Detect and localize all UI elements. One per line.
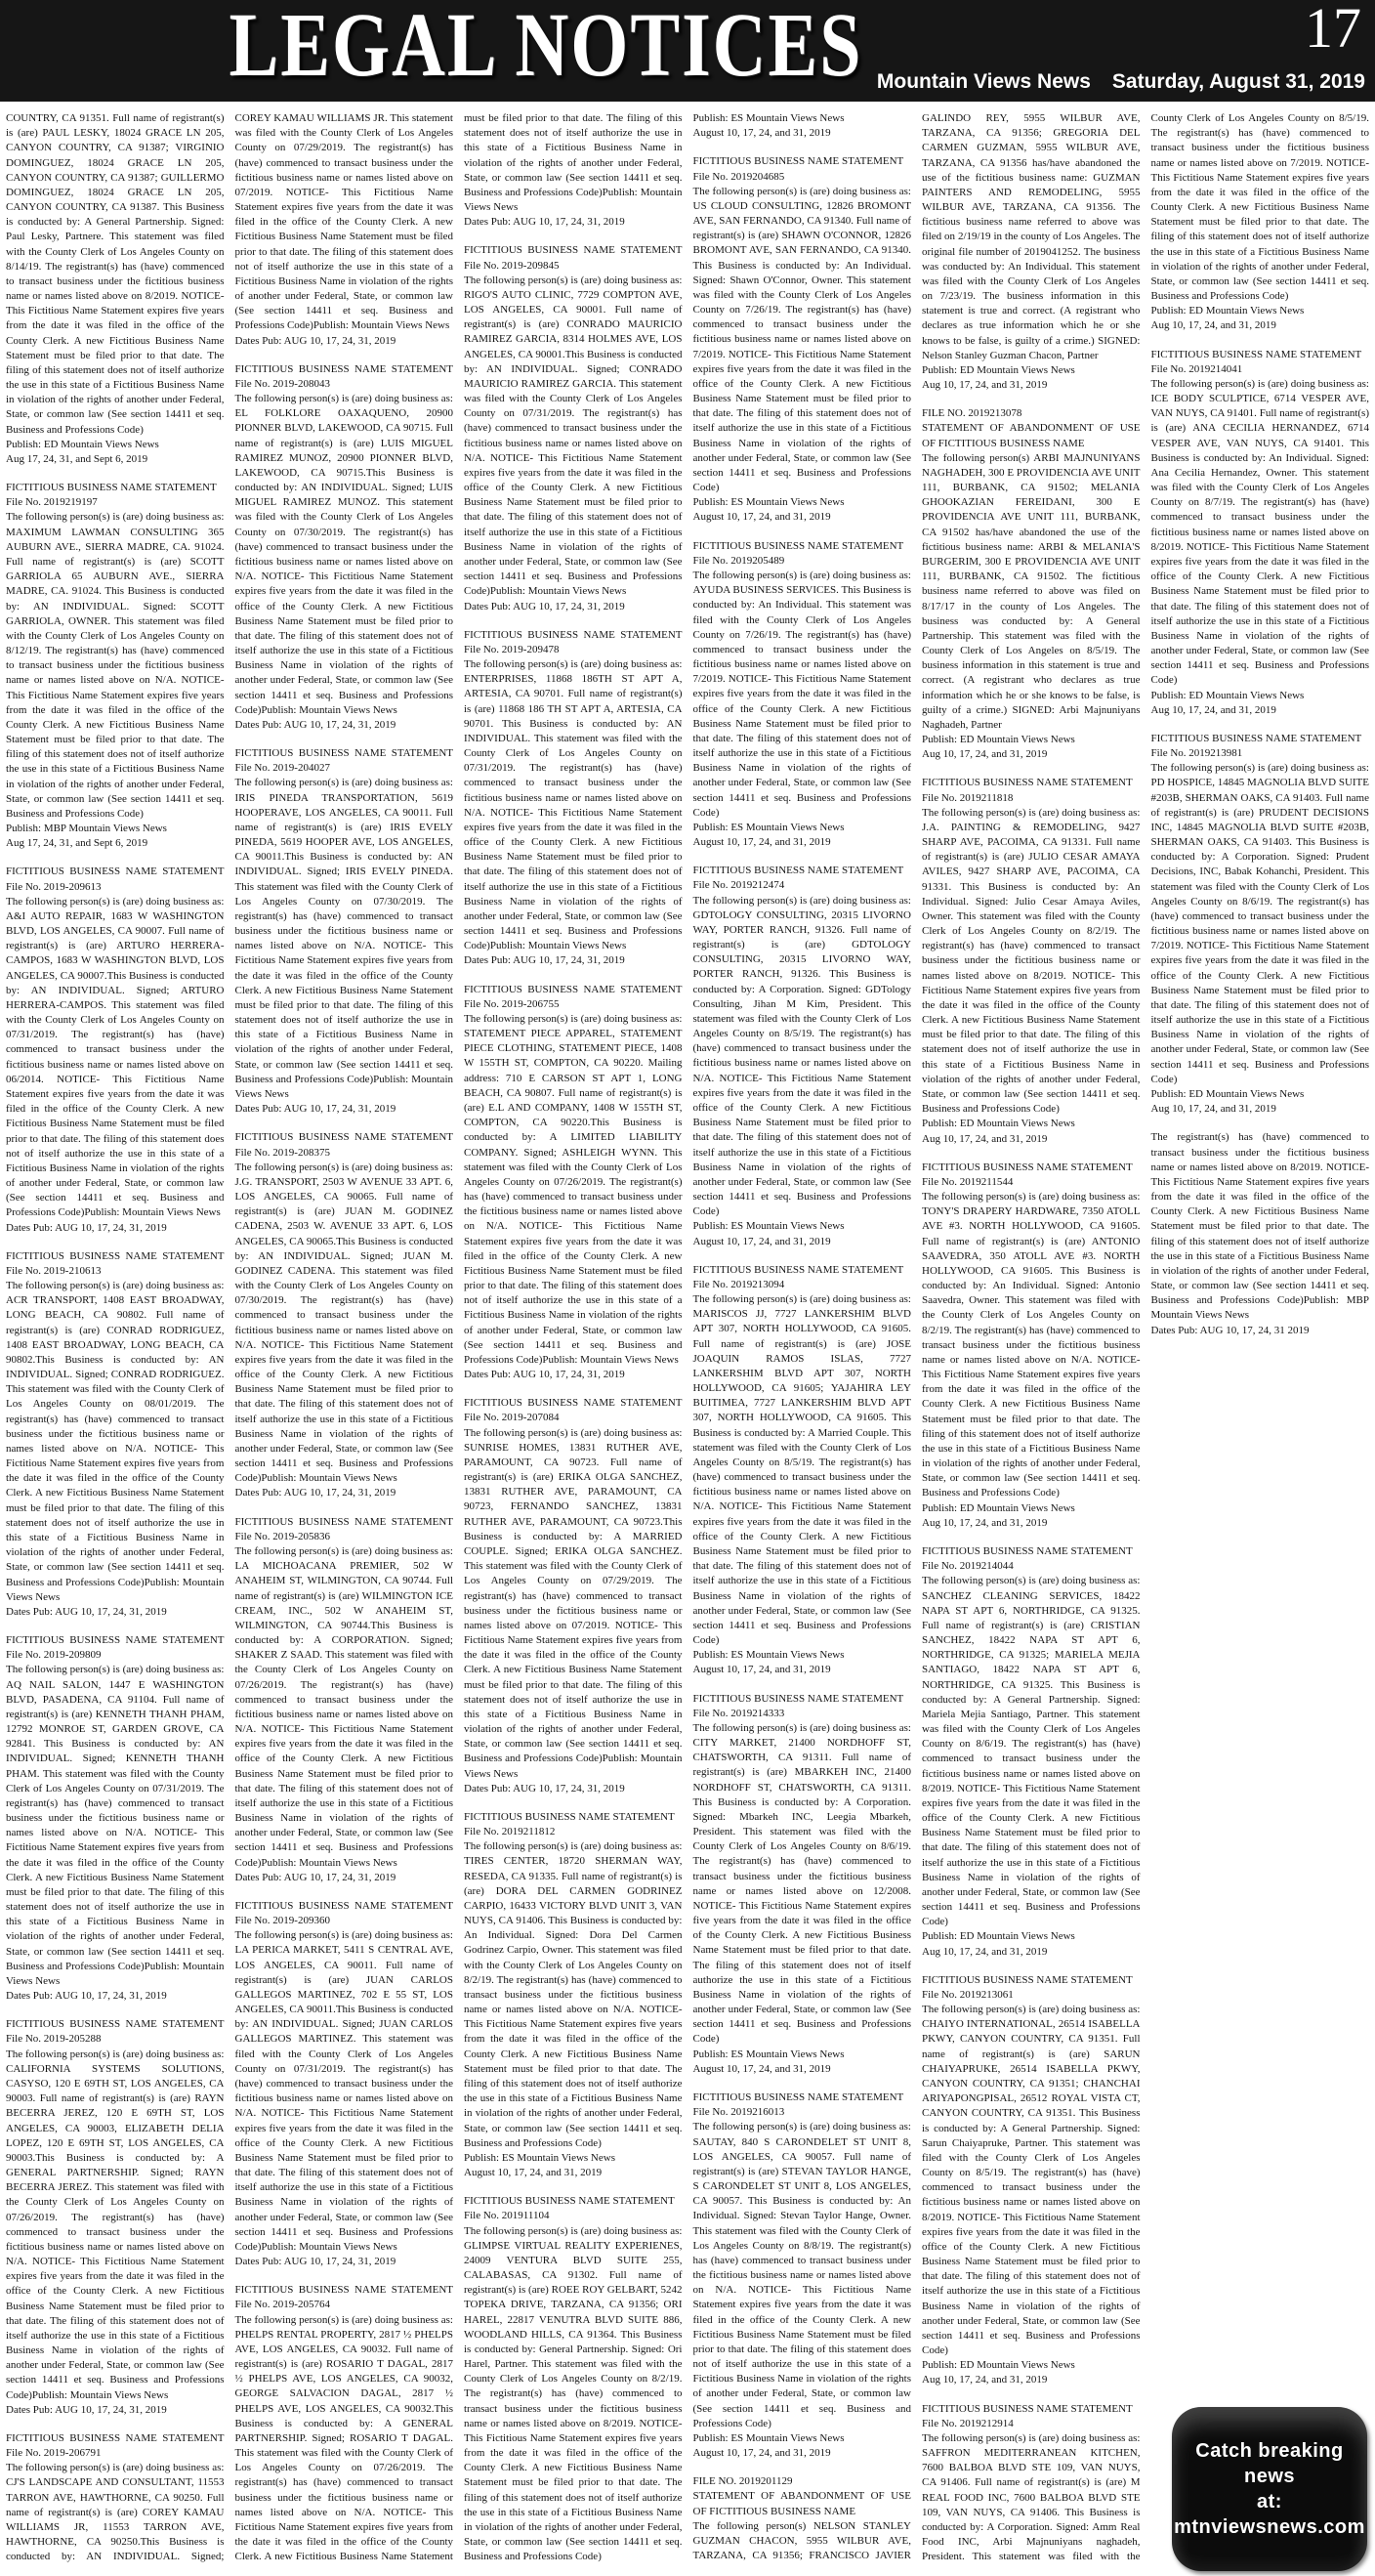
legal-notice: [464, 243, 683, 613]
notice-paragraph: The following person(s) is (are) doing business as: CHAIYO INTERNATIONAL, 26514 ISABELLA PKWY, CANYON COUNTRY, CA 91351. Full name of registrant(s) is (are) SARUN CHAIYAPRUKE, 26514 ISABELLA PKWY, CANYON COUNTRY, CA 91351; CHANCHAI ARIYAPONGPISAL, 26512 ROYAL VISTA CT, CANYON COUNTRY, CA 91351. This Business is conducted by: A General Partnership. Signed: Sarun Chaiyapruke, Partner. This statement was filed with the County Clerk of Los Angeles County on 8/5/19. The registrant(s) has (have) commenced to transact business under the fictitious business name or names listed above on 8/2019. NOTICE- This Fictitious Name Statement expires five years from the date it was filed in the office of the County Clerk. A new Fictitious Business Name Statement must be filed prior to that date. The filing of this statement does not of itself authorize the use in this state of a Fictitious Business Name in violation of the rights of another under Federal, State, or common law (See section 14411 et seq. Business and Professions Code): [922, 2004, 1141, 2357]
notice-paragraph: FICTITIOUS BUSINESS NAME STATEMENT: [692, 155, 904, 168]
legal-notice: [6, 481, 225, 851]
notice-paragraph: Publish: ED Mountain Views News: [922, 1930, 1075, 1943]
notice-paragraph: FICTITIOUS BUSINESS NAME STATEMENT File No. 2019-205288: [6, 2018, 225, 2046]
notice-paragraph: File No. 2019211812: [464, 1826, 556, 1838]
notice-paragraph: Publish: ES Mountain Views News: [692, 112, 845, 124]
notice-paragraph: Publish: ED Mountain Views News: [1150, 689, 1305, 701]
legal-notice: [693, 154, 912, 525]
notice-paragraph: The following person(s) is (are) doing business as: SAUTAY, 840 S CARONDELET ST UNIT 8, LOS ANGELES, CA 90057. Full name of registrant(s) is (are) STEVAN TAYLOR HANGE, S CARONDELET ST UNIT 8, LOS ANGELES, CA 90057. This Business is conducted by: An Individual. Signed: Stevan Taylor Hange, Owner. This statement was filed with the County Clerk of Los Angeles County on 8/8/19. The registrant(s) has (have) commenced to transact business under the fictitious business name or names listed above on N/A. NOTICE- This Fictitious Name Statement expires five years from the date it was filed in the office of the County Clerk. A new Fictitious Business Name Statement must be filed prior to that date. The filing of this statement does not of itself authorize the use in this state of a Fictitious Business Name in violation of the rights of another under Federal, State, or common law (See section 14411 et seq. Business and Professions Code): [692, 2121, 911, 2429]
notice-paragraph: August 10, 17, 24, and 31, 2019: [692, 127, 831, 140]
notice-paragraph: Dates Pub: AUG 10, 17, 24, 31, 2019: [464, 1782, 625, 1795]
notice-paragraph: Dates Pub: AUG 10, 17, 24, 31, 2019: [464, 954, 625, 967]
notice-paragraph: File No. 2019213061: [922, 1988, 1014, 2001]
notice-paragraph: FICTITIOUS BUSINESS NAME STATEMENT: [1150, 732, 1362, 744]
notice-paragraph: Publish: ED Mountain Views News: [6, 438, 159, 450]
promo-box: [1172, 2407, 1367, 2571]
notice-paragraph: The following person(s) is (are) doing business as: SUNRISE HOMES, 13831 RUTHER AVE, PARAMOUNT, CA 90723. Full name of registrant(s) is (are) ERIKA OLGA SANCHEZ, 13831 RUTHER AVE, PARAMOUNT, CA 90723, FERNANDO SANCHEZ, 13831 RUTHER AVE, PARAMOUNT, CA 90723.This Business is conducted by: A MARRIED COUPLE. Signed; ERIKA OLGA SANCHEZ. This statement was filed with the County Clerk of Los Angeles County on 07/29/2019. The registrant(s) has (have) commenced to transact business under the fictitious business name or names listed above on 07/2019. NOTICE- This Fictitious Name Statement expires five years from the date it was filed in the office of the County Clerk. A new Fictitious Business Name Statement must be filed prior to that date. The filing of this statement does not of itself authorize the use in this state of a Fictitious Business Name in violation of the rights of another under Federal, State, or common law (See section 14411 et seq. Business and Professions Code)Publish: Mountain Views News: [464, 1426, 683, 1780]
notice-paragraph: Dates Pub: AUG 10, 17, 24, 31, 2019: [464, 600, 625, 612]
notice-paragraph: The following person(s) is (are) doing business as: CITY MARKET, 21400 NORDHOFF ST, CHATSWORTH, CA 91311. Full name of registrant(s) is (are) MBARKEH INC, 21400 NORDHOFF ST, CHATSWORTH, CA 91311. This Business is conducted by: A Corporation. Signed: Mbarkeh INC, Leegia Mbarkeh, President. This statement was filed with the County Clerk of Los Angeles County on 8/6/19. The registrant(s) has (have) commenced to transact business under the fictitious business name or names listed above on 12/2008. NOTICE- This Fictitious Name Statement expires five years from the date it was filed in the office of the County Clerk. A new Fictitious Business Name Statement must be filed prior to that date. The filing of this statement does not of itself authorize the use in this state of a Fictitious Business Name in violation of the rights of another under Federal, State, or common law (See section 14411 et seq. Business and Professions Code): [692, 1721, 911, 2046]
notice-paragraph: FICTITIOUS BUSINESS NAME STATEMENT File No. 2019-205764: [234, 2284, 453, 2311]
masthead: [0, 0, 1375, 102]
notice-paragraph: Publish: ED Mountain Views News: [922, 363, 1075, 376]
notice-paragraph: FICTITIOUS BUSINESS NAME STATEMENT File No. 2019-204027: [234, 747, 453, 775]
legal-notice: [235, 362, 454, 733]
legal-notice: [693, 539, 912, 851]
notice-paragraph: Dates Pub: AUG 10, 17, 24, 31, 2019: [234, 1487, 396, 1499]
notice-paragraph: File No. 2019216013: [692, 2106, 785, 2119]
legal-notice: [922, 1161, 1141, 1531]
notice-paragraph: Dates Pub: AUG 10, 17, 24, 31, 2019: [464, 216, 625, 229]
notice-paragraph: FICTITIOUS BUSINESS NAME STATEMENT: [6, 482, 217, 494]
notice-paragraph: August 10, 17, 24, and 31, 2019: [464, 2167, 603, 2179]
notice-paragraph: FICTITIOUS BUSINESS NAME STATEMENT File No. 2019-209845: [464, 244, 683, 272]
legal-notice: [464, 983, 683, 1383]
notice-paragraph: The following person(s) is (are) doing business as: ENTERPRISES, 11868 186TH ST APT A, ARTESIA, CA 90701. Full name of registrant(s) is (are) 11868 186 TH ST APT A, ARTESIA, CA 90701. This Business is conducted by: AN INDIVIDUAL. This statement was filed with the County Clerk of Los Angeles County on 07/31/2019. The registrant(s) has (have) commenced to transact business under the fictitious business name or names listed above on N/A. NOTICE- This Fictitious Name Statement expires five years from the date it was filed in the office of the County Clerk. A new Fictitious Business Name Statement must be filed prior to that date. The filing of this statement does not of itself authorize the use in this state of a Fictitious Business Name in violation of the rights of another under Federal, State, or common law (See section 14411 et seq. Business and Professions Code)Publish: Mountain Views News: [464, 658, 683, 952]
notice-paragraph: File No. 2019205489: [692, 554, 785, 567]
notice-paragraph: FICTITIOUS BUSINESS NAME STATEMENT: [692, 865, 904, 877]
notice-paragraph: Dates Pub: AUG 10, 17, 24, 31, 2019: [234, 334, 396, 347]
notice-paragraph: The following person(s) is (are) doing business as: GDTOLOGY CONSULTING, 20315 LIVORNO WAY, PORTER RANCH, 91326. Full name of registrant(s) is (are) GDTOLOGY CONSULTING, 20315 LIVORNO WAY, PORTER RANCH, 91326. This Business is conducted by: A Corporation. Signed: GDTology Consulting, Jihan M Kim, President. This statement was filed with the County Clerk of Los Angeles County on 8/5/19. The registrant(s) has (have) commenced to transact business under the fictitious business name or names listed above on N/A. NOTICE- This Fictitious Name Statement expires five years from the date it was filed in the office of the County Clerk. A new Fictitious Business Name Statement must be filed prior to that date. The filing of this statement does not of itself authorize the use in this state of a Fictitious Business Name in violation of the rights of another under Federal, State, or common law (See section 14411 et seq. Business and Professions Code): [692, 894, 911, 1218]
notice-paragraph: File No. 2019219197: [6, 496, 98, 509]
notice-paragraph: The following person(s) is (are) doing business as: PHELPS RENTAL PROPERTY, 2817 ½ PHELPS AVE, LOS ANGELES, CA 90032. Full name of registrant(s) is (are) ROSARIO T DAGAL, 2817 ½ PHELPS AVE, LOS ANGELES, CA 90032, GEORGE SALVACION DAGAL, 2817 ½ PHELPS AVE, LOS ANGELES, CA 90032.This Business is conducted by: A GENERAL PARTNERSHIP. Signed; ROSARIO T DAGAL. This statement was filed with the County Clerk of Los Angeles County on 07/26/2019. The registrant(s) has (have) commenced to transact business under the fictitious business name or names listed above on N/A. NOTICE- This Fictitious Name Statement expires five years from the date it was filed in the office of the County Clerk. A new Fictitious Business Name Statement must be filed prior to that date. The filing of this statement does not of itself authorize the use in this state of a Fictitious Business Name in violation of the rights of another under Federal, State, or common law (See section 14411 et seq. Business and Professions Code)Publish: Mountain Views News: [234, 112, 683, 2563]
notice-paragraph: File No. 2019211544: [922, 1175, 1014, 1188]
legal-notice: [6, 865, 225, 1235]
notice-paragraph: FICTITIOUS BUSINESS NAME STATEMENT File No. 2019-209478: [464, 628, 683, 655]
notice-paragraph: Publish: ES Mountain Views News: [692, 2431, 845, 2444]
notice-paragraph: August 10, 17, 24, and 31, 2019: [692, 1235, 831, 1247]
legal-notice: [1151, 348, 1370, 718]
notice-paragraph: The following person(s) is (are) doing business as: EL FOLKLORE OAXAQUENO, 20900 PIONNER BLVD, LAKEWOOD, CA 90715. Full name of registrant(s) is (are) LUIS MIGUEL RAMIREZ MUNOZ, 20900 PIONNER BLVD, LAKEWOOD, CA 90715.This Business is conducted by: AN INDIVIDUAL. Signed; LUIS MIGUEL RAMIREZ MUNOZ. This statement was filed with the County Clerk of Los Angeles County on 07/30/2019. The registrant(s) has (have) commenced to transact business under the fictitious business name or names listed above on N/A. NOTICE- This Fictitious Name Statement expires five years from the date it was filed in the office of the County Clerk. A new Fictitious Business Name Statement must be filed prior to that date. The filing of this statement does not of itself authorize the use in this state of a Fictitious Business Name in violation of the rights of another under Federal, State, or common law (See section 14411 et seq. Business and Professions Code)Publish: Mountain Views News: [234, 393, 453, 716]
notice-paragraph: The following person(s) is (are) doing business as: J.A. PAINTING & REMODELING, 9427 SHARP AVE, PACOIMA, CA 91331. Full name of registrant(s) is (are) JULIO CESAR AMAYA AVILES, 9427 SHARP AVE, PACOIMA, CA 91331. This Business is conducted by: An Individual. Signed: Julio Cesar Amaya Aviles, Owner. This statement was filed with the County Clerk of Los Angeles County on 8/2/19. The registrant(s) has (have) commenced to transact business under the fictitious business name or names listed above on 8/2019. NOTICE- This Fictitious Name Statement expires five years from the date it was filed in the office of the County Clerk. A new Fictitious Business Name Statement must be filed prior to that date. The filing of this statement does not of itself authorize the use in this state of a Fictitious Business Name in violation of the rights of another under Federal, State, or common law (See section 14411 et seq. Business and Professions Code): [922, 806, 1141, 1116]
promo-line-1: Catch breaking news: [1195, 2440, 1344, 2487]
notice-paragraph: File No. 2019214044: [922, 1560, 1014, 1573]
notice-paragraph: FILE NO. 2019213078: [922, 407, 1022, 420]
notice-paragraph: The following person(s) is (are) doing business as: RIGO'S AUTO CLINIC, 7729 COMPTON AVE, LOS ANGELES, CA 90001. Full name of registrant(s) is (are) CONRADO MAURICIO RAMIREZ GARCIA, 8314 HOLMES AVE, LOS ANGELES, CA 90001.This Business is conducted by: AN INDIVIDUAL. Signed; CONRADO MAURICIO RAMIREZ GARCIA. This statement was filed with the County Clerk of Los Angeles County on 07/31/2019. The registrant(s) has (have) commenced to transact business under the fictitious business name or names listed above on N/A. NOTICE- This Fictitious Name Statement expires five years from the date it was filed in the office of the County Clerk. A new Fictitious Business Name Statement must be filed prior to that date. The filing of this statement does not of itself authorize the use in this state of a Fictitious Business Name in violation of the rights of another under Federal, State, or common law (See section 14411 et seq. Business and Professions Code)Publish: Mountain Views News: [464, 274, 683, 598]
promo-line-3: mtnviewsnews.com: [1174, 2516, 1365, 2538]
notice-paragraph: Publish: ED Mountain Views News: [1150, 305, 1305, 317]
notice-paragraph: Aug 10, 17, 24, and 31, 2019: [922, 2374, 1048, 2386]
notice-paragraph: August 10, 17, 24, and 31, 2019: [692, 2447, 831, 2460]
legal-notice: [6, 2017, 225, 2418]
notice-paragraph: The following person(s) is (are) doing business as: AYUDA BUSINESS SERVICES. This Business is conducted by: An Individual. This statement was filed with the County Clerk of Los Angeles County on 7/26/19. The registrant(s) has (have) commenced to transact business under the fictitious business name or names listed above on 7/2019. NOTICE- This Fictitious Name Statement expires five years from the date it was filed in the office of the County Clerk. A new Fictitious Business Name Statement must be filed prior to that date. The filing of this statement does not of itself authorize the use in this state of a Fictitious Business Name in violation of the rights of another under Federal, State, or common law (See section 14411 et seq. Business and Professions Code): [692, 569, 911, 819]
notice-paragraph: The following person(s) is (are) doing business as: US CLOUD CONSULTING, 12826 BROMONT AVE, SAN FERNANDO, CA 91340. Full name of registrant(s) is (are) SHAWN O'CONNOR, 12826 BROMONT AVE, SAN FERNANDO, CA 91340. This Business is conducted by: An Individual. Signed: Shawn O'Connor, Owner. This statement was filed with the County Clerk of Los Angeles County on 7/26/19. The registrant(s) has (have) commenced to transact business under the fictitious business name or names listed above on 7/2019. NOTICE- This Fictitious Name Statement expires five years from the date it was filed in the office of the County Clerk. A new Fictitious Business Name Statement must be filed prior to that date. The filing of this statement does not of itself authorize the use in this state of a Fictitious Business Name in violation of the rights of another under Federal, State, or common law (See section 14411 et seq. Business and Professions Code): [692, 185, 911, 494]
notice-paragraph: Aug 10, 17, 24, and 31, 2019: [1150, 1103, 1276, 1116]
notice-paragraph: Publish: ED Mountain Views News: [922, 734, 1075, 746]
notice-paragraph: Aug 10, 17, 24, and 31, 2019: [922, 379, 1048, 392]
notice-paragraph: File No. 2019214041: [1150, 362, 1243, 375]
notice-paragraph: FICTITIOUS BUSINESS NAME STATEMENT File No. 2019-209613: [6, 866, 225, 893]
legal-notice: [922, 1973, 1141, 2388]
legal-notice: [1151, 1130, 1370, 1337]
notice-paragraph: Aug 10, 17, 24, and 31, 2019: [922, 1132, 1048, 1145]
notice-paragraph: FICTITIOUS BUSINESS NAME STATEMENT: [464, 2195, 675, 2208]
notice-paragraph: Dates Pub: AUG 10, 17, 24, 31, 2019: [234, 1871, 396, 1883]
notice-paragraph: Aug 10, 17, 24, and 31, 2019: [922, 1516, 1048, 1529]
notice-paragraph: FICTITIOUS BUSINESS NAME STATEMENT File No. 2019-209809: [6, 1634, 225, 1662]
notice-paragraph: The following person(s) is (are) doing business as: IRIS PINEDA TRANSPORTATION, 5619 HOOPERAVE, LOS ANGELES, CA 90011. Full name of registrant(s) is (are) IRIS EVELY PINEDA, 5619 HOOPER AVE, LOS ANGELES, CA 90011.This Business is conducted by: AN INDIVIDUAL. Signed; IRIS EVELY PINEDA. This statement was filed with the County Clerk of Los Angeles County on 07/30/2019. The registrant(s) has (have) commenced to transact business under the fictitious business name or names listed above on N/A. NOTICE- This Fictitious Name Statement expires five years from the date it was filed in the office of the County Clerk. A new Fictitious Business Name Statement must be filed prior to that date. The filing of this statement does not of itself authorize the use in this state of a Fictitious Business Name in violation of the rights of another under Federal, State, or common law (See section 14411 et seq. Business and Professions Code)Publish: Mountain Views News: [234, 777, 453, 1100]
legal-notice: [235, 1899, 454, 2269]
notice-paragraph: FICTITIOUS BUSINESS NAME STATEMENT: [464, 1810, 675, 1823]
notice-paragraph: The following person(s) is (are) doing business as: J.G. TRANSPORT, 2503 W AVENUE 33 APT. 6, LOS ANGELES, CA 90065. Full name of registrant(s) is (are) JUAN M. GODINEZ CADENA, 2503 W. AVENUE 33 APT. 6, LOS ANGELES, CA 90065.This Business is conducted by: AN INDIVIDUAL. Signed; JUAN M. GODINEZ CADENA. This statement was filed with the County Clerk of Los Angeles County on 07/30/2019. The registrant(s) has (have) commenced to transact business under the fictitious business name or names listed above on N/A. NOTICE- This Fictitious Name Statement expires five years from the date it was filed in the office of the County Clerk. A new Fictitious Business Name Statement must be filed prior to that date. The filing of this statement does not of itself authorize the use in this state of a Fictitious Business Name in violation of the rights of another under Federal, State, or common law (See section 14411 et seq. Business and Professions Code)Publish: Mountain Views News: [234, 1161, 453, 1485]
notice-paragraph: File No. 2019204685: [692, 170, 785, 183]
notice-paragraph: Dates Pub: AUG 10, 17, 24, 31, 2019: [234, 2256, 396, 2268]
notice-paragraph: FILE NO. 2019201129: [692, 2475, 793, 2488]
notice-paragraph: Aug 17, 24, 31, and Sept 6, 2019: [6, 452, 148, 465]
legal-notice: [6, 1249, 225, 1620]
notice-paragraph: The following person(s) is (are) doing business as: ICE BODY SCULPTICE, 6714 VESPER AVE, VAN NUYS, CA 91401. Full name of registrant(s) is (are) ANA CECILIA HERNANDEZ, 6714 VESPER AVE, VAN NUYS, CA 91401. This Business is conducted by: An Individual. Signed: Ana Cecilia Hernandez, Owner. This statement was filed with the County Clerk of Los Angeles County on 8/7/19. The registrant(s) has (have) commenced to transact business under the fictitious business name or names listed above on 8/2019. NOTICE- This Fictitious Name Statement expires five years from the date it was filed in the office of the County Clerk. A new Fictitious Business Name Statement must be filed prior to that date. The filing of this statement does not of itself authorize the use in this state of a Fictitious Business Name in violation of the rights of another under Federal, State, or common law (See section 14411 et seq. Business and Professions Code): [1150, 377, 1369, 687]
notice-paragraph: Dates Pub: AUG 10, 17, 24, 31, 2019: [6, 1605, 167, 1618]
notice-paragraph: August 10, 17, 24, and 31, 2019: [692, 511, 831, 524]
notice-paragraph: Publish: ED Mountain Views News: [922, 2359, 1075, 2372]
notice-paragraph: Dates Pub: AUG 10, 17, 24, 31 2019: [1150, 1324, 1310, 1336]
legal-notice: [693, 1263, 912, 1678]
notice-paragraph: File No. 2019212914: [922, 2417, 1014, 2429]
legal-notice: [693, 864, 912, 1248]
masthead-dateline: [877, 70, 1365, 94]
notice-paragraph: The following person(s) NELSON STANLEY GUZMAN CHACON, 5955 WILBUR AVE, TARZANA, CA 91356; FRANCISCO JAVIER GALINDO REY, 5955 WILBUR AVE, TARZANA, CA 91356; GREGORIA DEL CARMEN GUZMAN, 5955 WILBUR AVE, TARZANA, CA 91356 has/have abandoned the use of the fictitious business name: GUZMAN PAINTERS AND REMODELING, 5955 WILBUR AVE, TARZANA, CA 91356. The fictitious business name referred to above was filed on 2/19/19 in the county of Los Angeles. The original file number of 2019041252. The business was conducted by: An Individual. This statement was filed with the County Clerk of Los Angeles on 7/23/19. The business information in this statement is true and correct. (A registrant who declares as true information which he or she knows to be false, is guilty of a crime.) SIGNED: Nelson Stanley Guzman Chacon, Partner: [692, 112, 1141, 2562]
notice-paragraph: FICTITIOUS BUSINESS NAME STATEMENT File No. 2019-205836: [234, 1515, 453, 1542]
notice-paragraph: Publish: ED Mountain Views News: [922, 1501, 1075, 1514]
notice-paragraph: FICTITIOUS BUSINESS NAME STATEMENT: [1150, 348, 1362, 360]
legal-notice: [464, 1396, 683, 1796]
legal-notice: [922, 406, 1141, 762]
legal-notices-columns: [6, 111, 1369, 2569]
notice-paragraph: The following person(s) is (are) doing business as: SANCHEZ CLEANING SERVICES, 18422 NAPA ST APT 6, NORTHRIDGE, CA 91325. Full name of registrant(s) is (are) CRISTIAN SANCHEZ, 18422 NAPA ST APT 6, NORTHRIDGE, CA 91325; MARIELA MEJIA SANTIAGO, 18422 NAPA ST APT 6, NORTHRIDGE, CA 91325. This Business is conducted by: A General Partnership. Signed: Mariela Mejia Santiago, Partner. This statement was filed with the County Clerk of Los Angeles County on 8/6/19. The registrant(s) has (have) commenced to transact business under the fictitious business name or names listed above on 8/2019. NOTICE- This Fictitious Name Statement expires five years from the date it was filed in the office of the County Clerk. A new Fictitious Business Name Statement must be filed prior to that date. The filing of this statement does not of itself authorize the use in this state of a Fictitious Business Name in violation of the rights of another under Federal, State, or common law (See section 14411 et seq. Business and Professions Code): [922, 1575, 1141, 1928]
notice-paragraph: File No. 2019211818: [922, 791, 1014, 804]
notice-paragraph: Publish: ED Mountain Views News: [922, 1118, 1075, 1130]
notice-paragraph: The following person(s) is (are) doing business as: GLIMPSE VIRTUAL REALITY EXPERIENES, 24009 VENTURA BLVD SUITE 255, CALABASAS, CA 91302. Full name of registrant(s) is (are) ROEE ROY GELBART, 5242 TOPEKA DRIVE, TARZANA, CA 91356; ORI HAREL, 22817 VENUTRA BLVD SUITE 886, WOODLAND HILLS, CA 91364. This Business is conducted by: General Partnership. Signed: Ori Harel, Partner. This statement was filed with the County Clerk of Los Angeles County on 8/2/19. The registrant(s) has (have) commenced to transact business under the fictitious business name or names listed above on 8/2019. NOTICE- This Fictitious Name Statement expires five years from the date it was filed in the office of the County Clerk. A new Fictitious Business Name Statement must be filed prior to that date. The filing of this statement does not of itself authorize the use in this state of a Fictitious Business Name in violation of the rights of another under Federal, State, or common law (See section 14411 et seq. Business and Professions Code): [464, 2224, 683, 2563]
notice-paragraph: The following person(s) is (are) doing business as: AQ NAIL SALON, 1447 E WASHINGTON BLVD, PASADENA, CA 91104. Full name of registrant(s) is (are) KENNETH THANH PHAM, 12792 MONROE ST, GARDEN GROVE, CA 92841. This Business is conducted by: AN INDIVIDUAL. Signed; KENNETH THANH PHAM. This statement was filed with the County Clerk of Los Angeles County on 07/31/2019. The registrant(s) has (have) commenced to transact business under the fictitious business name or names listed above on N/A. NOTICE- This Fictitious Name Statement expires five years from the date it was filed in the office of the County Clerk. A new Fictitious Business Name Statement must be filed prior to that date. The filing of this statement does not of itself authorize the use in this state of a Fictitious Business Name in violation of the rights of another under Federal, State, or common law (See section 14411 et seq. Business and Professions Code)Publish: Mountain Views News: [6, 1664, 225, 1987]
notice-paragraph: Publish: ED Mountain Views News: [1150, 1088, 1305, 1100]
notice-paragraph: Publish: ES Mountain Views News: [692, 1649, 845, 1662]
notice-paragraph: Dates Pub: AUG 10, 17, 24, 31, 2019: [234, 1103, 396, 1116]
notice-paragraph: FICTITIOUS BUSINESS NAME STATEMENT File No. 2019-210613: [6, 1249, 225, 1277]
promo-box-area: [1166, 2402, 1373, 2576]
paper-name: Mountain Views News: [876, 70, 1091, 93]
notice-paragraph: Publish: ES Mountain Views News: [692, 821, 845, 833]
legal-notice: [235, 746, 454, 1117]
notice-paragraph: The registrant(s) has (have) commenced to transact business under the fictitious business name or names listed above on 8/2019. NOTICE- This Fictitious Name Statement expires five years from the date it was filed in the office of the County Clerk. A new Fictitious Business Name Statement must be filed prior to that date. The filing of this statement does not of itself authorize the use in this state of a Fictitious Business Name in violation of the rights of another under Federal, State, or common law (See section 14411 et seq. Business and Professions Code)Publish: MBP Mountain Views News: [1150, 1131, 1369, 1322]
notice-paragraph: August 10, 17, 24, and 31, 2019: [692, 836, 831, 849]
notice-paragraph: The following person(s) ARBI MAJNUNIYANS NAGHADEH, 300 E PROVIDENCIA AVE UNIT 111, BURBANK, CA 91502; MELANIA GHOOKAZIAN FEREIDANI, 300 E PROVIDENCIA AVE UNIT 111, BURBANK, CA 91502 has/have abandoned the use of the fictitious business name: ARBI & MELANIA'S BURGERIM, 300 E PROVIDENCIA AVE UNIT 111, BURBANK, CA 91502. The fictitious business name referred to above was filed on 8/17/17 in the county of Los Angeles. The business was conducted by: A General Partnership. This statement was filed with the County Clerk of Los Angeles on 8/5/19. The business information in this statement is true and correct. (A registrant who declares as true information which he or she knows to be false, is guilty of a crime.) SIGNED: Arbi Majnuniyans Naghadeh, Partner: [922, 451, 1141, 731]
notice-paragraph: FICTITIOUS BUSINESS NAME STATEMENT File No. 2019-208375: [234, 1131, 453, 1159]
notice-paragraph: File No. 201911104: [464, 2210, 550, 2222]
notice-paragraph: Dates Pub: AUG 10, 17, 24, 31, 2019: [6, 1221, 167, 1234]
notice-paragraph: File No. 2019214333: [692, 1707, 785, 1719]
notice-paragraph: Dates Pub: AUG 10, 17, 24, 31, 2019: [6, 1990, 167, 2003]
legal-notice: [235, 1515, 454, 1885]
notice-paragraph: August 10, 17, 24, and 31, 2019: [692, 1664, 831, 1676]
notice-paragraph: Publish: MBP Mountain Views News: [6, 823, 167, 835]
notice-paragraph: Aug 10, 17, 24, and 31, 2019: [922, 748, 1048, 761]
notice-paragraph: Aug 10, 17, 24, and 31, 2019: [1150, 703, 1276, 716]
notice-paragraph: FICTITIOUS BUSINESS NAME STATEMENT: [692, 539, 904, 552]
notice-paragraph: FICTITIOUS BUSINESS NAME STATEMENT: [692, 1692, 904, 1705]
notice-paragraph: Publish: ES Mountain Views News: [692, 1220, 845, 1233]
notice-paragraph: STATEMENT OF ABANDONMENT OF USE OF FICTITIOUS BUSINESS NAME: [922, 422, 1141, 449]
notice-paragraph: The following person(s) is (are) doing business as: STATEMENT PIECE APPAREL, STATEMENT PIECE CLOTHING, STATEMENT PIECE, 1408 W 155TH ST, COMPTON, CA 90220. Mailing address: 710 E CARSON ST APT 1, LONG BEACH, CA 90807. Full name of registrant(s) is (are) E.L AND COMPANY, 1408 W 155TH ST, COMPTON, CA 90220.This Business is conducted by: A LIMITED LIABILITY COMPANY. Signed; ASHLEIGH WYNN. This statement was filed with the County Clerk of Los Angeles County on 07/26/2019. The registrant(s) has (have) commenced to transact business under the fictitious business name or names listed above on N/A. NOTICE- This Fictitious Name Statement expires five years from the date it was filed in the office of the County Clerk. A new Fictitious Business Name Statement must be filed prior to that date. The filing of this statement does not of itself authorize the use in this state of a Fictitious Business Name in violation of the rights of another under Federal, State, or common law (See section 14411 et seq. Business and Professions Code)Publish: Mountain Views News: [464, 1012, 683, 1366]
notice-paragraph: FICTITIOUS BUSINESS NAME STATEMENT File No. 2019-206755: [464, 983, 683, 1010]
legal-notice: [1151, 732, 1370, 1117]
legal-notice: [922, 776, 1141, 1146]
notice-paragraph: FICTITIOUS BUSINESS NAME STATEMENT: [922, 1544, 1133, 1557]
notice-paragraph: File No. 2019212474: [692, 879, 785, 892]
notice-paragraph: FICTITIOUS BUSINESS NAME STATEMENT File No. 2019-209360: [234, 1899, 453, 1927]
notice-paragraph: The following person(s) is (are) doing business as: CJ'S LANDSCAPE AND CONSULTANT, 11553 TARRON AVE, HAWTHORNE, CA 90250. Full name of registrant(s) is (are) COREY KAMAU WILLIAMS JR, 11553 TARRON AVE, HAWTHORNE, CA 90250.This Business is conducted by: AN INDIVIDUAL. Signed; COREY KAMAU WILLIAMS JR. This statement was filed with the County Clerk of Los Angeles County on 07/29/2019. The registrant(s) has (have) commenced to transact business under the fictitious business name or names listed above on 07/2019. NOTICE- This Fictitious Name Statement expires five years from the date it was filed in the office of the County Clerk. A new Fictitious Business Name Statement must be filed prior to that date. The filing of this statement does not of itself authorize the use in this state of a Fictitious Business Name in violation of the rights of another under Federal, State, or common law (See section 14411 et seq. Business and Professions Code)Publish: Mountain Views News: [6, 112, 453, 2563]
notice-paragraph: FICTITIOUS BUSINESS NAME STATEMENT: [692, 2091, 904, 2103]
legal-notice: [693, 2090, 912, 2461]
notice-paragraph: Aug 17, 24, 31, and Sept 6, 2019: [6, 837, 148, 850]
notice-paragraph: FICTITIOUS BUSINESS NAME STATEMENT File No. 2019-208043: [234, 362, 453, 390]
notice-paragraph: Publish: ES Mountain Views News: [692, 496, 845, 509]
page-number: 17: [1305, 0, 1361, 60]
notice-paragraph: FICTITIOUS BUSINESS NAME STATEMENT: [922, 2402, 1133, 2415]
notice-paragraph: Dates Pub: AUG 10, 17, 24, 31, 2019: [234, 718, 396, 731]
legal-notice: [235, 1130, 454, 1500]
issue-date: Saturday, August 31, 2019: [1111, 70, 1365, 93]
notice-paragraph: The following person(s) is (are) doing business as: CALIFORNIA SYSTEMS SOLUTIONS, CASYSO, 120 E 69TH ST, LOS ANGELES, CA 90003. Full name of registrant(s) is (are) RAYN BECERRA JEREZ, 120 E 69TH ST, LOS ANGELES, CA 90003, ELIZABETH DELIA LOPEZ, 120 E 69TH ST, LOS ANGELES, CA 90003.This Business is conducted by: A GENERAL PARTNERSHIP. Signed; RAYN BECERRA JEREZ. This statement was filed with the County Clerk of Los Angeles County on 07/26/2019. The registrant(s) has (have) commenced to transact business under the fictitious business name or names listed above on N/A. NOTICE- This Fictitious Name Statement expires five years from the date it was filed in the office of the County Clerk. A new Fictitious Business Name Statement must be filed prior to that date. The filing of this statement does not of itself authorize the use in this state of a Fictitious Business Name in violation of the rights of another under Federal, State, or common law (See section 14411 et seq. Business and Professions Code)Publish: Mountain Views News: [6, 2048, 225, 2401]
notice-paragraph: FICTITIOUS BUSINESS NAME STATEMENT: [922, 1161, 1133, 1173]
page-title: LEGAL NOTICES: [229, 0, 863, 96]
notice-paragraph: File No. 2019213981: [1150, 747, 1243, 760]
notice-paragraph: Publish: ES Mountain Views News: [464, 2151, 615, 2164]
notice-paragraph: FICTITIOUS BUSINESS NAME STATEMENT File No. 2019-206791: [6, 2431, 225, 2460]
notice-paragraph: COUNTRY, CA 91351. Full name of registrant(s) is (are) PAUL LESKY, 18024 GRACE LN 205, CANYON COUNTRY, CA 91387; VIRGINIO DOMINGUEZ, 18024 GRACE LN 205, CANYON COUNTRY, CA 91387; GUILLERMO DOMINGUEZ, 18024 GRACE LN 205, CANYON COUNTRY, CA 91387. This Business is conducted by: A General Partnership. Signed: Paul Lesky, Partnere. This statement was filed with the County Clerk of Los Angeles County on 8/14/19. The registrant(s) has (have) commenced to transact business under the fictitious business name or names listed above on 8/2019. NOTICE- This Fictitious Name Statement expires five years from the date it was filed in the office of the County Clerk. A new Fictitious Business Name Statement must be filed prior to that date. The filing of this statement does not of itself authorize the use in this state of a Fictitious Business Name in violation of the rights of another under Federal, State, or common law (See section 14411 et seq. Business and Professions Code): [6, 112, 225, 436]
notice-paragraph: File No. 2019213094: [692, 1278, 785, 1290]
notice-paragraph: The following person(s) is (are) doing business as: SAFFRON MEDITERRANEAN KITCHEN, 7600 BALBOA BLVD STE 109, VAN NUYS, CA 91406. Full name of registrant(s) is (are) M REAL FOOD INC, 7600 BALBOA BLVD STE 109, VAN NUYS, CA 91406. This Business is conducted by: A Corporation. Signed: Amm Real Food INC, Arbi Majnuniyans naghadeh, President. This statement was filed with the County Clerk of Los Angeles County on 8/5/19. The registrant(s) has (have) commenced to transact business under the fictitious business name or names listed above on 7/2019. NOTICE- This Fictitious Name Statement expires five years from the date it was filed in the office of the County Clerk. A new Fictitious Business Name Statement must be filed prior to that date. The filing of this statement does not of itself authorize the use in this state of a Fictitious Business Name in violation of the rights of another under Federal, State, or common law (See section 14411 et seq. Business and Professions Code): [922, 112, 1369, 2563]
notice-paragraph: FICTITIOUS BUSINESS NAME STATEMENT File No. 2019-207084: [464, 1397, 683, 1424]
legal-notice: [6, 1633, 225, 2004]
notice-paragraph: Dates Pub: AUG 10, 17, 24, 31, 2019: [464, 1369, 625, 1381]
notice-paragraph: The following person(s) is (are) doing business as: A&I AUTO REPAIR, 1683 W WASHINGTON BLVD, LOS ANGELES, CA 90007. Full name of registrant(s) is (are) ARTURO HERRERA-CAMPOS, 1683 W WASHINGTON BLVD, LOS ANGELES, CA 90007.This Business is conducted by: AN INDIVIDUAL. Signed; ARTURO HERRERA-CAMPOS. This statement was filed with the County Clerk of Los Angeles County on 07/31/2019. The registrant(s) has (have) commenced to transact business under the fictitious business name or names listed above on 06/2014. NOTICE- This Fictitious Name Statement expires five years from the date it was filed in the office of the County Clerk. A new Fictitious Business Name Statement must be filed prior to that date. The filing of this statement does not of itself authorize the use in this state of a Fictitious Business Name in violation of the rights of another under Federal, State, or common law (See section 14411 et seq. Business and Professions Code)Publish: Mountain Views News: [6, 895, 225, 1219]
notice-paragraph: The following person(s) is (are) doing business as: TONY'S DRAPERY HARDWARE, 7350 ATOLL AVE #3. NORTH HOLLYWOOD, CA 91605. Full name of registrant(s) is (are) ANTONIO SAAVEDRA, 350 ATOLL AVE #3. NORTH HOLLYWOOD, CA 91605. This Business is conducted by: An Individual. Signed: Antonio Saavedra, Owner. This statement was filed with the County Clerk of Los Angeles County on 8/2/19. The registrant(s) has (have) commenced to transact business under the fictitious business name or names listed above on N/A. NOTICE- This Fictitious Name Statement expires five years from the date it was filed in the office of the County Clerk. A new Fictitious Business Name Statement must be filed prior to that date. The filing of this statement does not of itself authorize the use in this state of a Fictitious Business Name in violation of the rights of another under Federal, State, or common law (See section 14411 et seq. Business and Professions Code): [922, 1191, 1141, 1499]
notice-paragraph: FICTITIOUS BUSINESS NAME STATEMENT: [922, 777, 1133, 789]
notice-paragraph: Publish: ES Mountain Views News: [692, 2048, 845, 2060]
notice-paragraph: The following person(s) is (are) doing business as: LA PERICA MARKET, 5411 S CENTRAL AVE, LOS ANGELES, CA 90011. Full name of registrant(s) is (are) JUAN CARLOS GALLEGOS MARTINEZ, 702 E 55 ST, LOS ANGELES, CA 90011.This Business is conducted by: AN INDIVIDUAL. Signed; JUAN CARLOS GALLEGOS MARTINEZ. This statement was filed with the County Clerk of Los Angeles County on 07/31/2019. The registrant(s) has (have) commenced to transact business under the fictitious business name or names listed above on N/A. NOTICE- This Fictitious Name Statement expires five years from the date it was filed in the office of the County Clerk. A new Fictitious Business Name Statement must be filed prior to that date. The filing of this statement does not of itself authorize the use in this state of a Fictitious Business Name in violation of the rights of another under Federal, State, or common law (See section 14411 et seq. Business and Professions Code)Publish: Mountain Views News: [234, 1929, 453, 2253]
notice-paragraph: FICTITIOUS BUSINESS NAME STATEMENT: [922, 1973, 1133, 1986]
notice-paragraph: FICTITIOUS BUSINESS NAME STATEMENT: [692, 1263, 904, 1276]
legal-notice: [464, 1810, 683, 2180]
legal-notice: [464, 628, 683, 969]
legal-notice: [693, 1692, 912, 2077]
notice-paragraph: Aug 10, 17, 24, and 31, 2019: [922, 1945, 1048, 1958]
notice-paragraph: The following person(s) is (are) doing business as: MAXIMUM LAWMAN CONSULTING 365 AUBURN AVE., SIERRA MADRE, CA. 91024. Full name of registrant(s) is (are) SCOTT GARRIOLA 65 AUBURN AVE., SIERRA MADRE, CA. 91024. This Business is conducted by: AN INDIVIDUAL. Signed: SCOTT GARRIOLA, OWNER. This statement was filed with the County Clerk of Los Angeles County on 8/12/19. The registrant(s) has (have) commenced to transact business under the fictitious business name or names listed above on N/A. NOTICE- This Fictitious Name Statement expires five years from the date it was filed in the office of the County Clerk. A new Fictitious Business Name Statement must be filed prior to that date. The filing of this statement does not of itself authorize the use in this state of a Fictitious Business Name in violation of the rights of another under Federal, State, or common law (See section 14411 et seq. Business and Professions Code): [6, 511, 225, 820]
notice-paragraph: The following person(s) is (are) doing business as: MARISCOS JJ, 7727 LANKERSHIM BLVD APT 307, NORTH HOLLYWOOD, CA 91605. Full name of registrant(s) is (are) JOSE JOAQUIN RAMOS ISLAS, 7727 LANKERSHIM BLVD APT 307, NORTH HOLLYWOOD, CA 91605; YAJAHIRA LEY BUITIMEA, 7727 LANKERSHIM BLVD APT 307, NORTH HOLLYWOOD, CA 91605. This Business is conducted by: A Married Couple. This statement was filed with the County Clerk of Los Angeles County on 8/5/19. The registrant(s) has (have) commenced to transact business under the fictitious business name or names listed above on N/A. NOTICE- This Fictitious Name Statement expires five years from the date it was filed in the office of the County Clerk. A new Fictitious Business Name Statement must be filed prior to that date. The filing of this statement does not of itself authorize the use in this state of a Fictitious Business Name in violation of the rights of another under Federal, State, or common law (See section 14411 et seq. Business and Professions Code): [692, 1293, 911, 1647]
notice-paragraph: Dates Pub: AUG 10, 17, 24, 31, 2019: [6, 2403, 167, 2416]
notice-paragraph: The following person(s) is (are) doing business as: TIRES CENTER, 18720 SHERMAN WAY, RESEDA, CA 91335. Full name of registrant(s) is (are) DORA DEL CARMEN GODRINEZ CARPIO, 16433 VICTORY BLVD UNIT 3, VAN NUYS, CA 91406. This Business is conducted by: An Individual. Signed: Dora Del Carmen Godrinez Carpio, Owner. This statement was filed with the County Clerk of Los Angeles County on 8/2/19. The registrant(s) has (have) commenced to transact business under the fictitious business name or names listed above on N/A. NOTICE- This Fictitious Name Statement expires five years from the date it was filed in the office of the County Clerk. A new Fictitious Business Name Statement must be filed prior to that date. The filing of this statement does not of itself authorize the use in this state of a Fictitious Business Name in violation of the rights of another under Federal, State, or common law (See section 14411 et seq. Business and Professions Code): [464, 1840, 683, 2149]
notice-paragraph: STATEMENT OF ABANDONMENT OF USE OF FICTITIOUS BUSINESS NAME: [692, 2490, 911, 2517]
notice-paragraph: Aug 10, 17, 24, and 31, 2019: [1150, 319, 1276, 332]
notice-paragraph: The following person(s) is (are) doing business as: ACR TRANSPORT, 1408 EAST BROADWAY, LONG BEACH, CA 90802. Full name of registrant(s) is (are) CONRAD RODRIGUEZ, 1408 EAST BROADWAY, LONG BEACH, CA 90802.This Business is conducted by: AN INDIVIDUAL. Signed; CONRAD RODRIGUEZ. This statement was filed with the County Clerk of Los Angeles County on 08/01/2019. The registrant(s) has (have) commenced to transact business under the fictitious business name or names listed above on N/A. NOTICE- This Fictitious Name Statement expires five years from the date it was filed in the office of the County Clerk. A new Fictitious Business Name Statement must be filed prior to that date. The filing of this statement does not of itself authorize the use in this state of a Fictitious Business Name in violation of the rights of another under Federal, State, or common law (See section 14411 et seq. Business and Professions Code)Publish: Mountain Views News: [6, 1280, 225, 1603]
notice-paragraph: The following person(s) is (are) doing business as: LA MICHOACANA PREMIER, 502 W ANAHEIM ST, WILMINGTON, CA 90744. Full name of registrant(s) is (are) WILMINGTON ICE CREAM, INC., 502 W ANAHEIM ST, WILMINGTON, CA 90744.This Business is conducted by: A CORPORATION. Signed; SHAKER Z SAAD. This statement was filed with the County Clerk of Los Angeles County on 07/26/2019. The registrant(s) has (have) commenced to transact business under the fictitious business name or names listed above on N/A. NOTICE- This Fictitious Name Statement expires five years from the date it was filed in the office of the County Clerk. A new Fictitious Business Name Statement must be filed prior to that date. The filing of this statement does not of itself authorize the use in this state of a Fictitious Business Name in violation of the rights of another under Federal, State, or common law (See section 14411 et seq. Business and Professions Code)Publish: Mountain Views News: [234, 1544, 453, 1869]
legal-notice: [6, 111, 225, 467]
notice-paragraph: August 10, 17, 24, and 31, 2019: [692, 2062, 831, 2075]
promo-line-2: at:: [1257, 2491, 1282, 2513]
notice-paragraph: The following person(s) is (are) doing business as: PD HOSPICE, 14845 MAGNOLIA BLVD SUITE #203B, SHERMAN OAKS, CA 91403. Full name of registrant(s) is (are) PRUDENT DECISIONS INC, 14845 MAGNOLIA BLVD SUITE #203B, SHERMAN OAKS, CA 91403. This Business is conducted by: A Corporation. Signed: Prudent Decisions, INC, Babak Kohanchi, President. This statement was filed with the County Clerk of Los Angeles County on 8/6/19. The registrant(s) has (have) commenced to transact business under the fictitious business name or names listed above on 7/2019. NOTICE- This Fictitious Name Statement expires five years from the date it was filed in the office of the County Clerk. A new Fictitious Business Name Statement must be filed prior to that date. The filing of this statement does not of itself authorize the use in this state of a Fictitious Business Name in violation of the rights of another under Federal, State, or common law (See section 14411 et seq. Business and Professions Code): [1150, 762, 1369, 1085]
legal-notice: [922, 1544, 1141, 1960]
